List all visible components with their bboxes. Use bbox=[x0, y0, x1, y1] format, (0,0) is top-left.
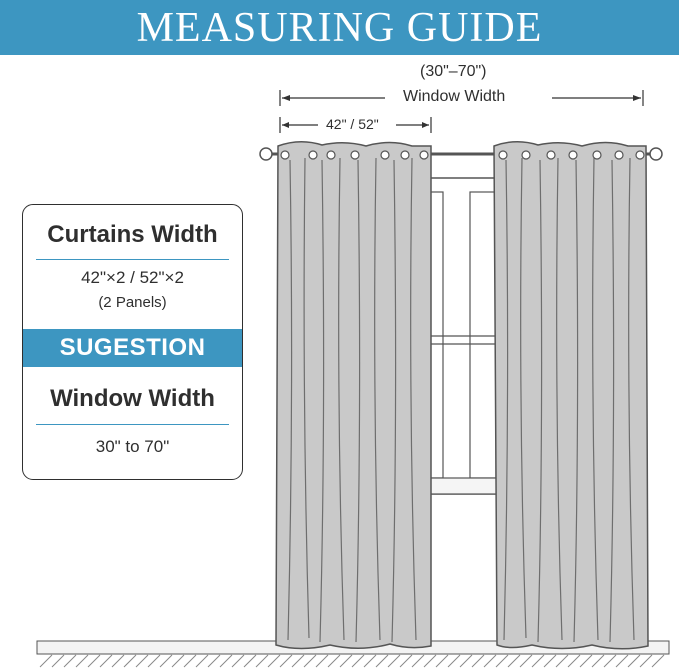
divider bbox=[36, 424, 229, 425]
left-curtain-panel bbox=[276, 142, 431, 649]
page-title: MEASURING GUIDE bbox=[136, 4, 543, 51]
window-width-heading: Window Width bbox=[50, 385, 215, 412]
window-width-label: Window Width bbox=[403, 88, 506, 105]
curtains-width-heading: Curtains Width bbox=[47, 221, 218, 248]
right-curtain-panel bbox=[494, 142, 648, 649]
info-card bbox=[22, 204, 243, 480]
panel-width-label: 42" / 52" bbox=[326, 116, 379, 132]
curtains-width-value: 42"×2 / 52"×2 bbox=[81, 268, 184, 287]
panels-note: (2 Panels) bbox=[98, 294, 167, 311]
divider bbox=[36, 259, 229, 260]
window-width-range: (30"–70") bbox=[420, 63, 487, 80]
window-width-value: 30" to 70" bbox=[95, 437, 170, 456]
suggestion-label: SUGESTION bbox=[59, 334, 206, 361]
suggestion-band bbox=[23, 329, 242, 367]
